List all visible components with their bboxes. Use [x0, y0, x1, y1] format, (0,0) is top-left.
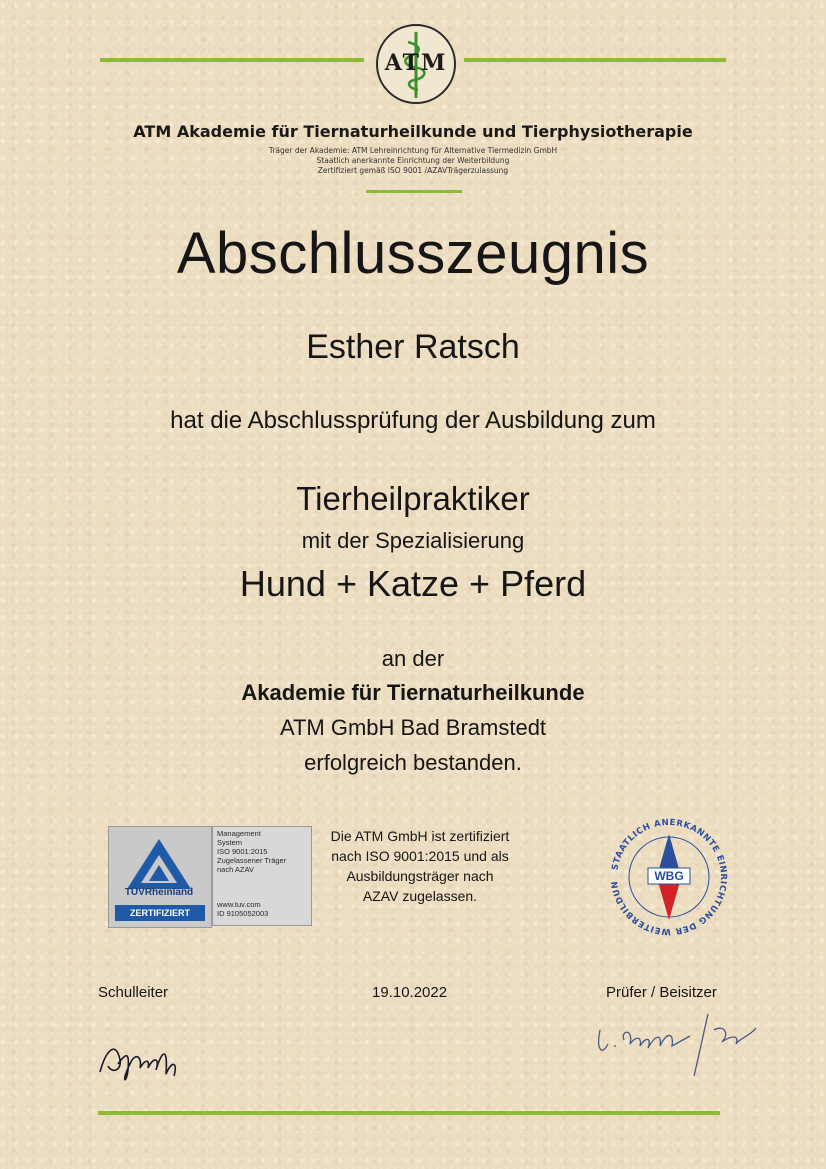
header-line-left	[100, 58, 364, 62]
header-subtitle-line: Träger der Akademie: ATM Lehreinrichtung für Alternative Tiermedizin GmbH	[268, 146, 558, 155]
tuv-brand: TÜVRheinland	[124, 887, 194, 898]
tuv-detail: Zugelassener Träger	[217, 856, 287, 865]
header-title: ATM Akademie für Tiernaturheilkunde und Tierphysiotherapie	[133, 122, 693, 141]
logo-text: ATM	[384, 50, 448, 76]
atm-logo	[376, 24, 456, 104]
certification-note: Die ATM GmbH ist zertifiziert nach ISO 9001:2015 und als Ausbildungsträger nach AZAV zugelassen.	[330, 828, 510, 904]
tuv-details-panel	[212, 826, 312, 926]
header-subtitle-line: Zertifiziert gemäß ISO 9001 /AZAVTrägerzulassung	[317, 166, 509, 175]
specialization-intro: mit der Spezialisierung	[301, 528, 525, 553]
signature-left-label: Schulleiter	[98, 984, 169, 1001]
institution-name: Akademie für Tiernaturheilkunde	[241, 680, 585, 705]
tuv-logo-panel	[108, 826, 212, 928]
header-subtitle	[0, 146, 826, 176]
recipient-name: Esther Ratsch	[306, 328, 520, 366]
wbg-seal-text: STAATLICH ANERKANNTE EINRICHTUNG DER WEITERBILDUN	[610, 817, 729, 937]
header-line-right	[464, 58, 726, 62]
tuv-detail: System	[217, 838, 243, 847]
institution-location: ATM GmbH Bad Bramstedt	[279, 715, 547, 740]
tuv-detail: nach AZAV	[217, 865, 254, 874]
tuv-id: ID 9105052003	[217, 909, 269, 918]
signature-left	[94, 1030, 204, 1090]
footer-line	[98, 1111, 720, 1115]
tuv-badge	[108, 826, 314, 928]
result-text: erfolgreich bestanden.	[304, 750, 522, 775]
wbg-center-text: WBG	[654, 869, 684, 883]
header-underline	[366, 190, 462, 193]
wbg-seal	[604, 812, 734, 942]
signature-right	[590, 1000, 770, 1080]
wbg-seal-graphic	[604, 812, 734, 942]
specialization: Hund + Katze + Pferd	[239, 563, 587, 604]
tuv-url: www.tuv.com	[217, 900, 261, 909]
tuv-detail: ISO 9001:2015	[217, 847, 268, 856]
signature-right-label: Prüfer / Beisitzer	[606, 984, 717, 1001]
tuv-detail: Management	[217, 829, 261, 838]
issue-date: 19.10.2022	[372, 984, 448, 1001]
certificate-title: Abschlusszeugnis	[176, 221, 650, 286]
header-subtitle-line: Staatlich anerkannte Einrichtung der Weiterbildung	[316, 156, 510, 165]
profession: Tierheilpraktiker	[296, 480, 530, 517]
tuv-status: ZERTIFIZIERT	[115, 905, 205, 921]
at-text: an der	[381, 646, 445, 671]
statement-text: hat die Abschlussprüfung der Ausbildung zum	[170, 407, 656, 434]
